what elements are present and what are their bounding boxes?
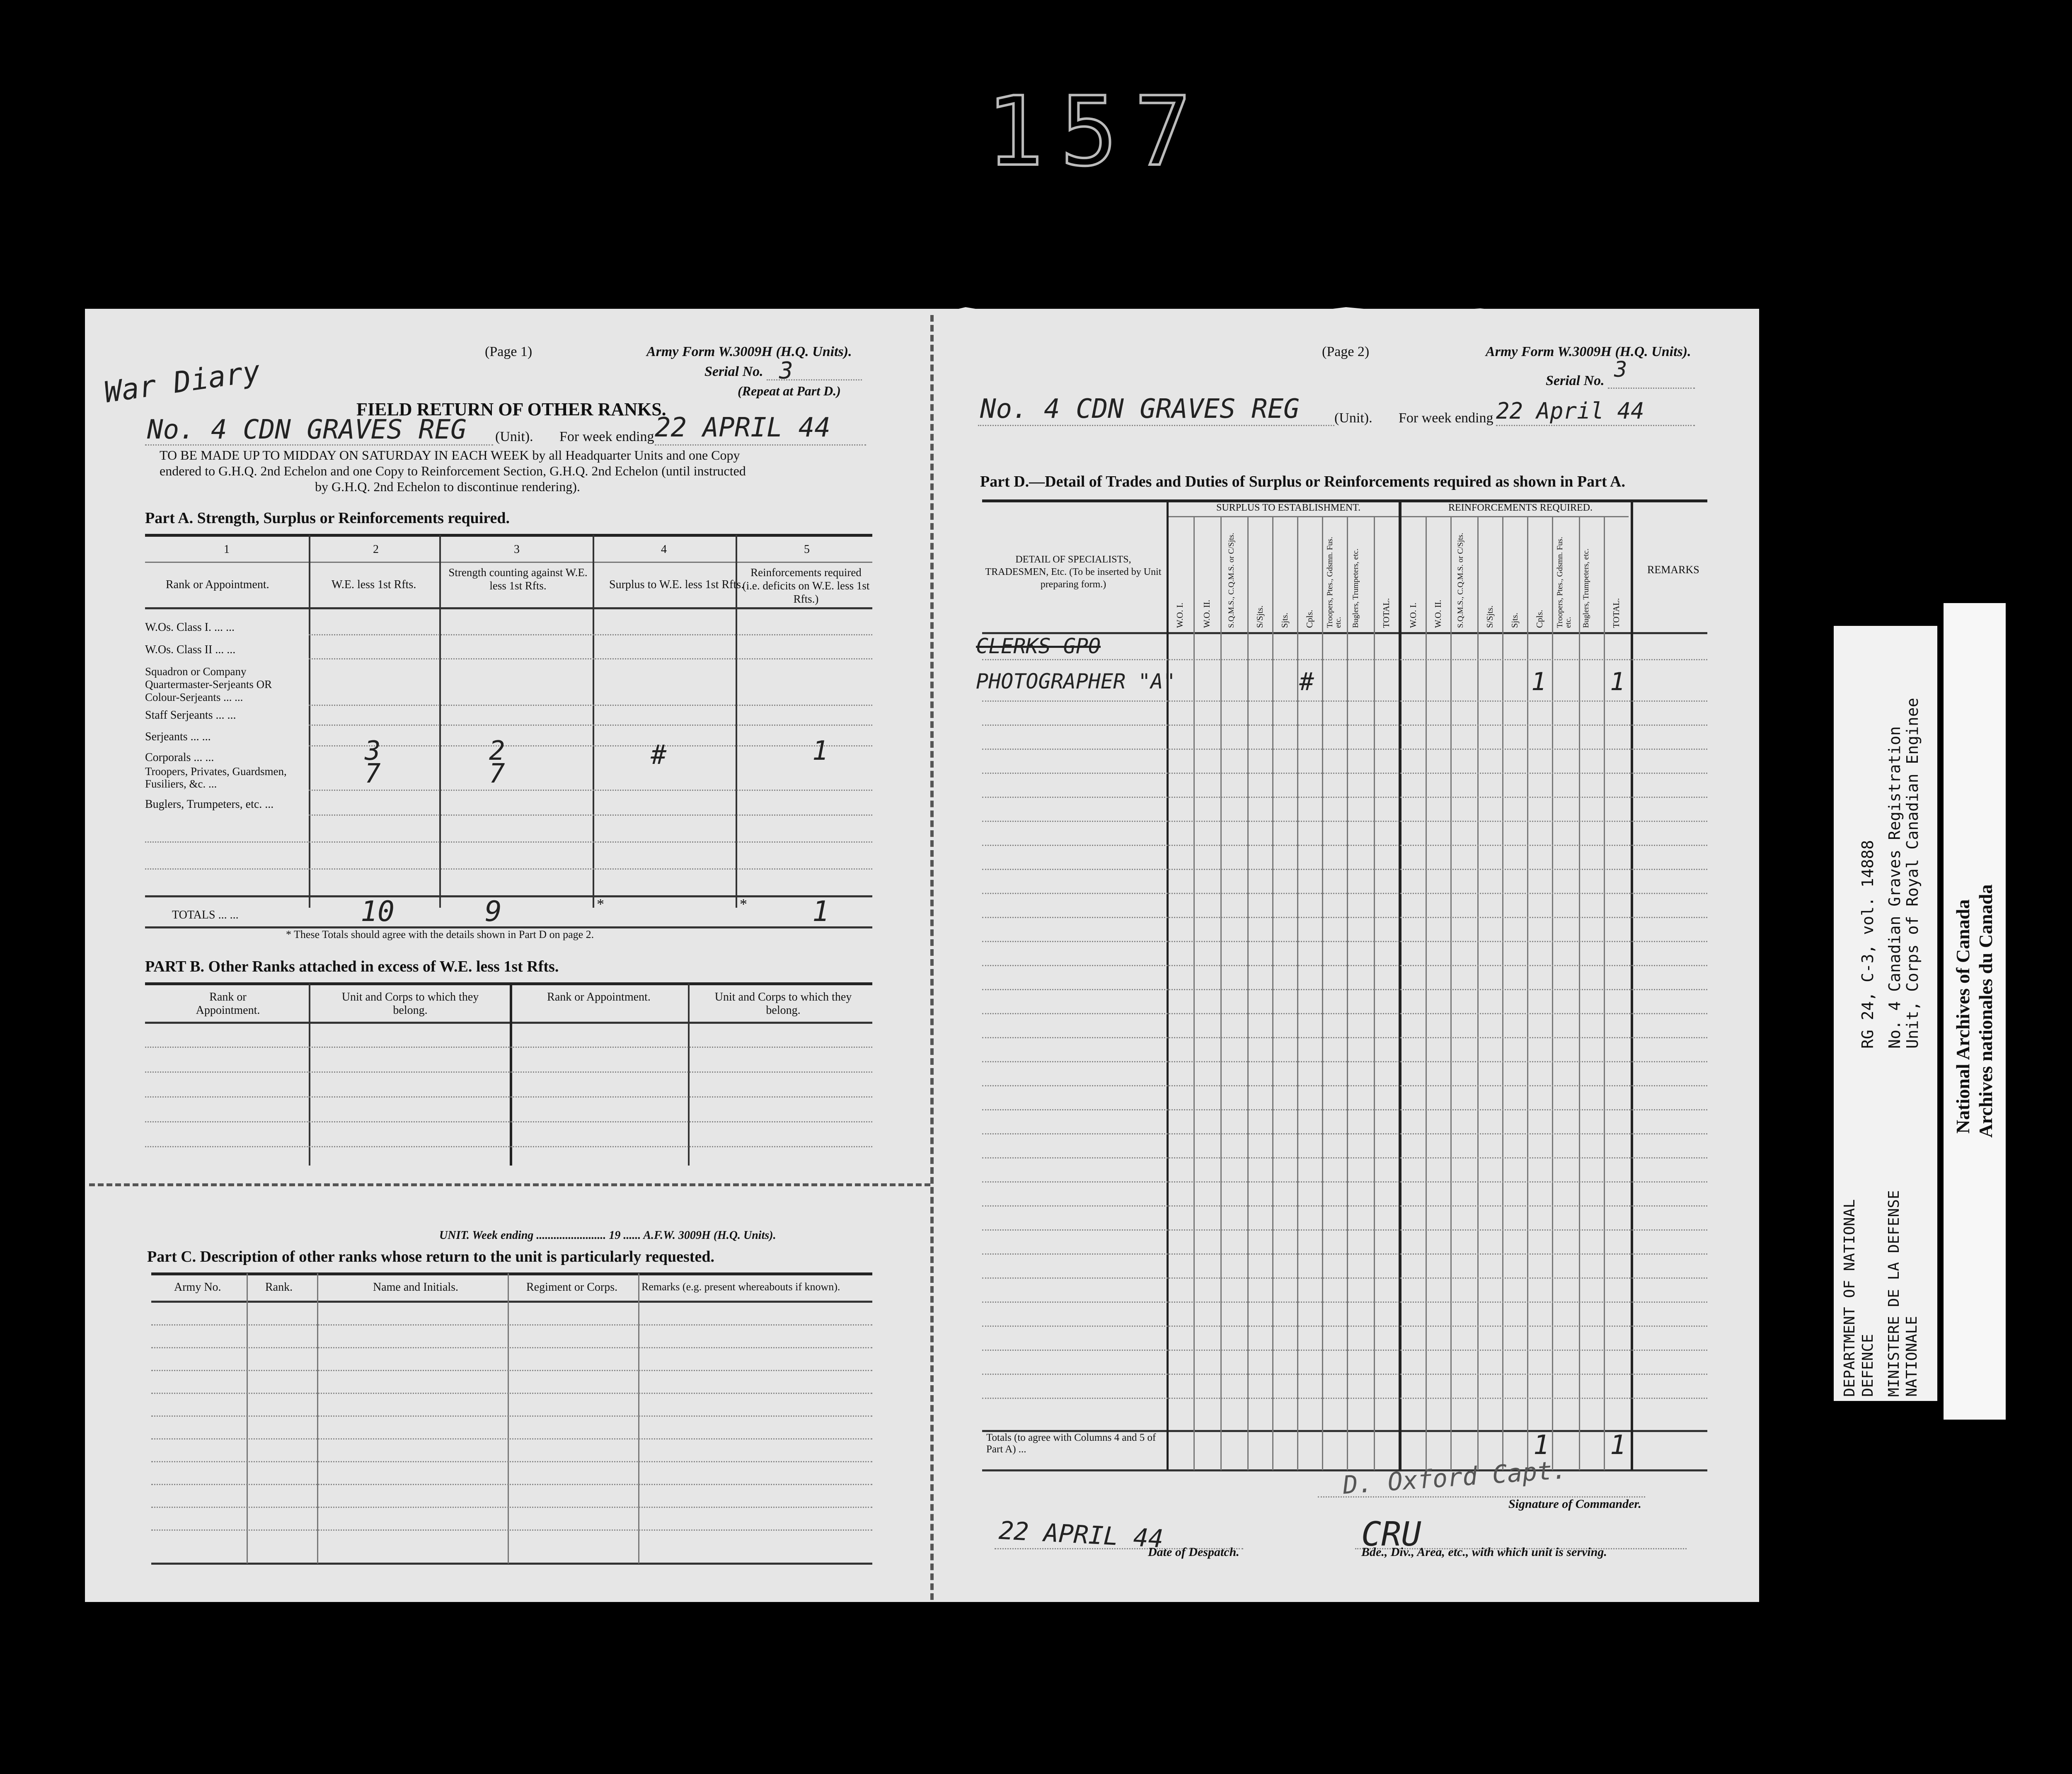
part-c-unit-line: UNIT. Week ending ........................ 19 ...... A.F.W. 3009H (H.Q. Units).: [439, 1229, 776, 1242]
rank-label: Squadron or Company Quartermaster-Serjeants OR Colour-Serjeants ... ...: [145, 665, 272, 703]
part-a-header-surplus: Surplus to W.E. less 1st Rfts.: [609, 578, 744, 591]
unit-value: No. 4 CDN GRAVES REG: [147, 414, 467, 445]
part-a-col-num-5: 5: [804, 543, 810, 556]
part-a-col-num-2: 2: [373, 543, 379, 556]
national-archives-label: [1944, 603, 2006, 1420]
form-title: FIELD RETURN OF OTHER RANKS.: [356, 399, 666, 419]
part-d-title: Part D.—Detail of Trades and Duties of Surplus or Reinforcements required as shown in Part A.: [980, 473, 1625, 490]
part-a-header-strength: Strength counting against W.E. less 1st Rfts.: [448, 566, 588, 592]
part-a-col-num-4: 4: [661, 543, 667, 556]
part-d-total-reinf: 1: [1610, 1430, 1626, 1461]
reinf-col-sqms: S.Q.M.S., C.Q.M.S. or C/Sjts.: [1456, 533, 1465, 628]
archive-ref-line-1: RG 24, C-3, vol. 14888: [1859, 840, 1877, 1049]
week-ending-value: 22 APRIL 44: [655, 412, 830, 443]
serial-label: Serial No.: [704, 364, 763, 379]
archive-ref-line-2: No. 4 Canadian Graves Registration: [1886, 726, 1904, 1049]
serial-value-2: 3: [1614, 357, 1627, 382]
serial-value: 3: [779, 357, 793, 384]
total-surplus-marker: *: [597, 896, 604, 912]
part-c-header-name: Name and Initials.: [373, 1281, 459, 1294]
dept-line-1: DEPARTMENT OF NATIONAL: [1841, 1199, 1858, 1397]
total-reinforcements-marker: *: [740, 896, 747, 912]
archive-reference-label: [1834, 626, 1937, 1401]
part-d-totals-label: Totals (to agree with Columns 4 and 5 of Part A) ...: [986, 1432, 1156, 1455]
reinf-col-troopers: Troopers, Ptes., Gdsmn. Fus. etc.: [1556, 537, 1573, 628]
frame-number: 157: [986, 77, 1208, 187]
tear-off-line: [89, 1183, 930, 1186]
part-c-header-army-no: Army No.: [174, 1281, 221, 1294]
part-c-title: Part C. Description of other ranks whose return to the unit is particularly requested.: [147, 1248, 714, 1265]
reinf-col-total: TOTAL.: [1611, 598, 1621, 628]
part-c-header-regiment: Regiment or Corps.: [526, 1281, 618, 1294]
serial-label-2: Serial No.: [1546, 373, 1605, 388]
cell-we-corporals: 3: [365, 736, 381, 766]
cell-strength-troopers: 7: [489, 759, 505, 789]
dept-line-2: DEFENCE: [1859, 1334, 1876, 1397]
total-strength: 9: [485, 895, 502, 928]
reinf-col-wo1: W.O. I.: [1408, 602, 1418, 628]
surplus-col-sjts: Sjts.: [1280, 613, 1290, 628]
part-b-header-unit-2: Unit and Corps to which they belong.: [714, 991, 852, 1017]
rank-label: Serjeants ... ...: [145, 730, 211, 743]
army-form-label: Army Form W.3009H (H.Q. Units).: [646, 344, 852, 359]
despatch-date-value: 22 APRIL 44: [998, 1516, 1164, 1554]
surplus-col-troopers: Troopers, Ptes., Gdsmn. Fus. etc.: [1326, 537, 1343, 628]
cell-reinforcements-corporals: 1: [812, 736, 828, 766]
army-form-label-2: Army Form W.3009H (H.Q. Units).: [1486, 344, 1691, 359]
commander-signature: D. Oxford Capt.: [1342, 1455, 1568, 1500]
page-1-label: (Page 1): [485, 344, 533, 359]
dept-line-3: MINISTERE DE LA DEFENSE: [1886, 1190, 1903, 1397]
surplus-cpls-value: #: [1299, 667, 1314, 696]
unit-value-2: No. 4 CDN GRAVES REG: [980, 394, 1300, 424]
rank-label: Troopers, Privates, Guardsmen, Fusiliers, &c. ...: [145, 765, 287, 790]
surplus-col-buglers: Buglers, Trumpeters, etc.: [1351, 548, 1360, 628]
detail-entry: PHOTOGRAPHER "A": [976, 669, 1176, 693]
repeat-note: (Repeat at Part D.): [738, 383, 841, 398]
war-diary-note: War Diary: [102, 354, 263, 410]
reinf-col-buglers: Buglers, Trumpeters, etc.: [1582, 548, 1590, 628]
rank-label: Corporals ... ...: [145, 751, 214, 764]
surplus-group-header: SURPLUS TO ESTABLISHMENT.: [1216, 502, 1361, 513]
unit-label: (Unit).: [495, 429, 533, 444]
cell-surplus-corporals: #: [651, 740, 667, 771]
instruction-line-1: TO BE MADE UP TO MIDDAY ON SATURDAY IN EACH WEEK by all Headquarter Units and one Copy: [160, 448, 740, 463]
part-a-header-reinforcements: Reinforcements required (i.e. deficits on W.E. less 1st Rfts.): [742, 566, 870, 605]
part-c-header-remarks: Remarks (e.g. present whereabouts if known).: [641, 1281, 840, 1293]
remarks-header: REMARKS: [1647, 564, 1699, 576]
rank-label: Buglers, Trumpeters, etc. ...: [145, 798, 274, 811]
serving-with-label: Bde., Div., Area, etc., with which unit is serving.: [1361, 1545, 1607, 1559]
dept-line-4: NATIONALE: [1903, 1316, 1920, 1397]
rank-label: W.Os. Class I. ... ...: [145, 621, 235, 634]
part-a-col-num-3: 3: [514, 543, 520, 556]
part-a-title: Part A. Strength, Surplus or Reinforcements required.: [145, 509, 510, 527]
week-ending-label: For week ending: [559, 429, 654, 444]
nac-english: National Archives of Canada: [1952, 899, 1973, 1134]
unit-label-2: (Unit).: [1334, 410, 1372, 426]
surplus-col-sqms: S.Q.M.S., C.Q.M.S. or C/Sjts.: [1227, 533, 1236, 628]
page-2-label: (Page 2): [1322, 344, 1370, 359]
part-a-col-num-1: 1: [224, 543, 230, 556]
cell-strength-corporals: 2: [489, 736, 505, 766]
week-ending-label-2: For week ending: [1399, 410, 1493, 426]
part-a-header-we: W.E. less 1st Rfts.: [332, 578, 416, 591]
week-ending-value-2: 22 April 44: [1496, 398, 1644, 424]
part-c-header-rank: Rank.: [265, 1281, 293, 1294]
instruction-line-2: endered to G.H.Q. 2nd Echelon and one Copy to Reinforcement Section, G.H.Q. 2nd Echelon (until instructed: [160, 463, 746, 478]
signature-label: Signature of Commander.: [1508, 1497, 1641, 1511]
part-b-header-rank-2: Rank or Appointment.: [547, 991, 651, 1003]
part-b-header-unit-1: Unit and Corps to which they belong.: [341, 991, 479, 1017]
part-b-header-rank-1: Rank or Appointment.: [196, 991, 260, 1017]
totals-label: TOTALS ... ...: [172, 909, 239, 921]
reinforcements-group-header: REINFORCEMENTS REQUIRED.: [1448, 502, 1593, 513]
surplus-col-wo1: W.O. I.: [1175, 602, 1185, 628]
archive-ref-line-3: Unit, Corps of Royal Canadian Enginee: [1903, 698, 1922, 1049]
detail-entry-struck: CLERKS GPO: [976, 634, 1101, 658]
reinf-col-wo2: W.O. II.: [1433, 599, 1443, 628]
serving-with-value: CRU: [1361, 1515, 1421, 1553]
part-a-footnote: * These Totals should agree with the details shown in Part D on page 2.: [286, 928, 594, 940]
surplus-col-total: TOTAL.: [1381, 598, 1391, 628]
total-reinforcements: 1: [812, 895, 829, 928]
despatch-date-label: Date of Despatch.: [1148, 1545, 1239, 1559]
instruction-line-3: by G.H.Q. 2nd Echelon to discontinue rendering).: [315, 479, 580, 494]
nac-french: Archives nationales du Canada: [1975, 884, 1996, 1138]
surplus-col-ssjts: S/Sjts.: [1255, 605, 1265, 628]
surplus-col-cpls: Cpls.: [1305, 610, 1314, 628]
reinf-col-cpls: Cpls.: [1535, 610, 1544, 628]
detail-header: DETAIL OF SPECIALISTS, TRADESMEN, Etc. (To be inserted by Unit preparing form.): [985, 554, 1162, 590]
reinf-col-ssjts: S/Sjts.: [1485, 605, 1495, 628]
rank-label: W.Os. Class II ... ...: [145, 643, 236, 656]
part-d-total-cpls: 1: [1533, 1430, 1549, 1461]
reinf-total-value: 1: [1610, 667, 1625, 696]
reinf-col-sjts: Sjts.: [1510, 613, 1520, 628]
reinf-cpls-value: 1: [1531, 667, 1547, 696]
part-a-header-rank: Rank or Appointment.: [166, 578, 269, 591]
rank-label: Staff Serjeants ... ...: [145, 709, 236, 722]
page-fold-line: [930, 315, 934, 1600]
surplus-col-wo2: W.O. II.: [1202, 599, 1212, 628]
part-b-title: PART B. Other Ranks attached in excess of W.E. less 1st Rfts.: [145, 958, 559, 975]
total-we: 10: [361, 895, 395, 928]
cell-we-troopers: 7: [365, 759, 381, 789]
